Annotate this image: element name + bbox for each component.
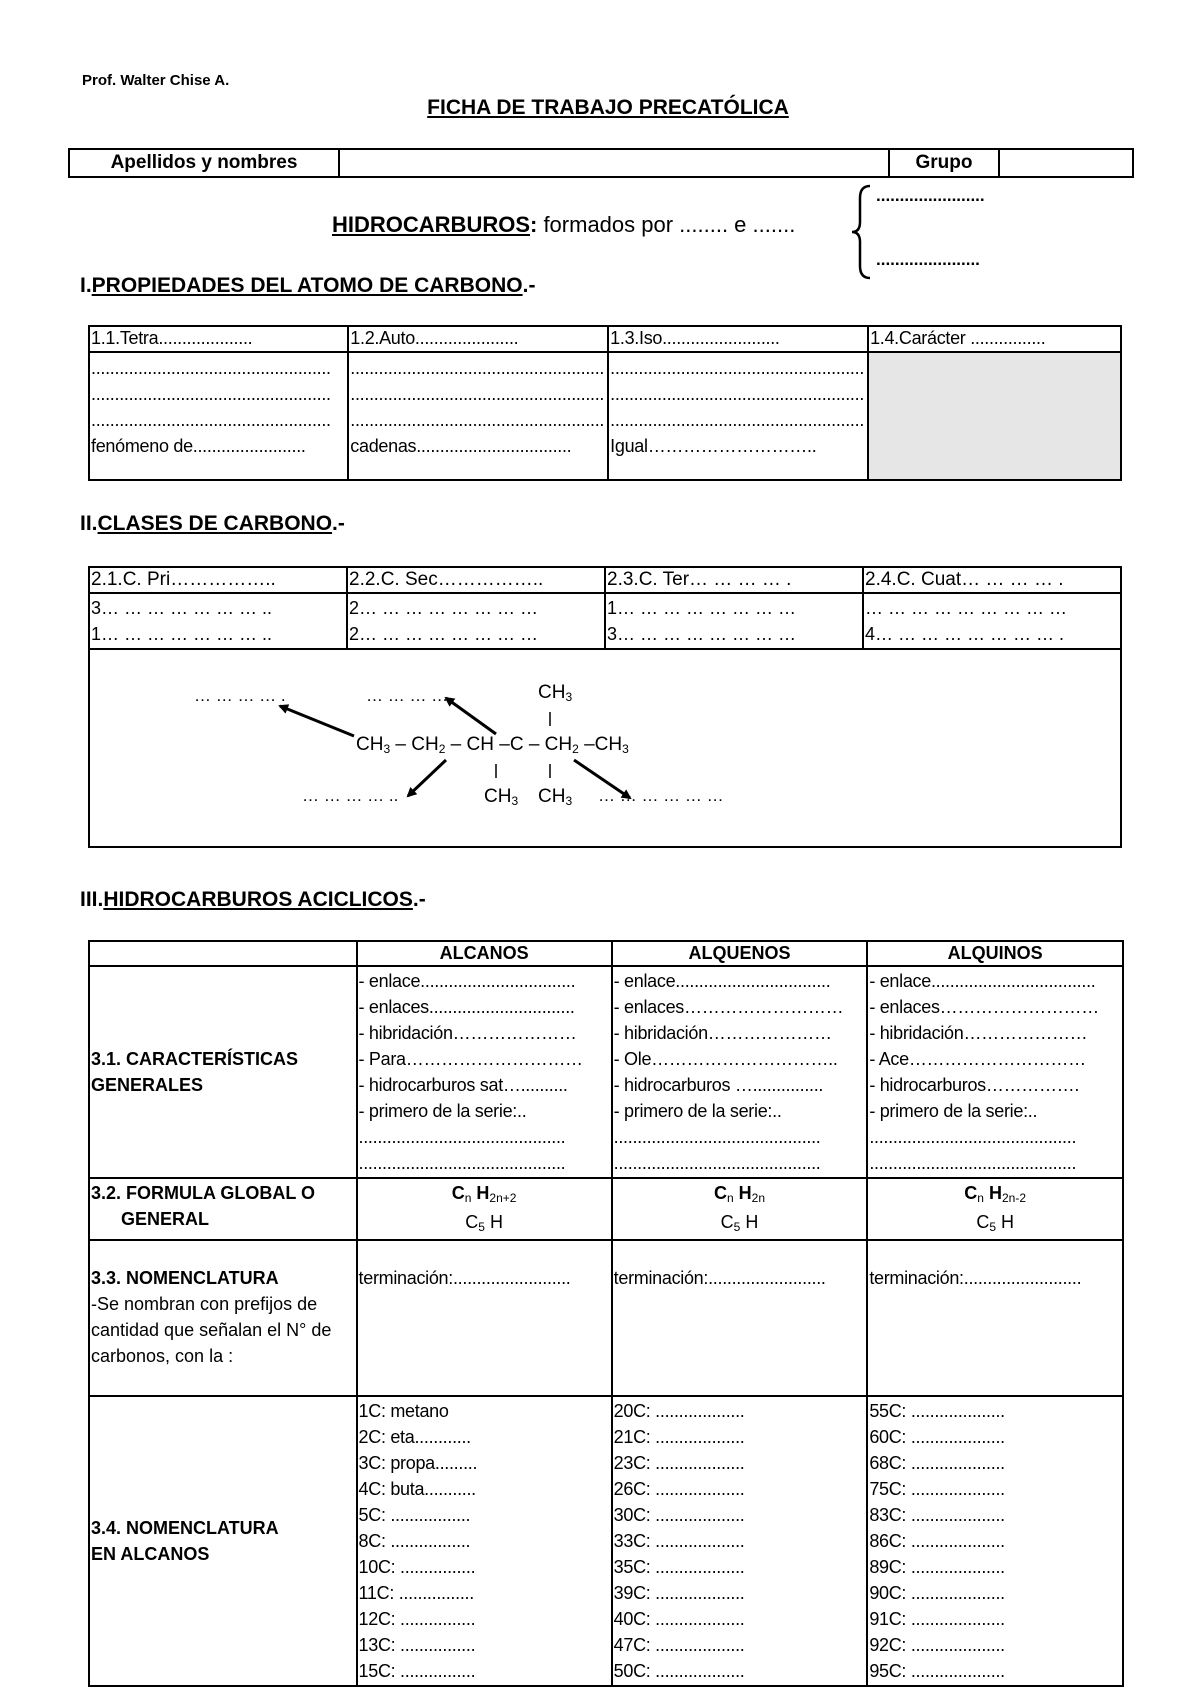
alkane-name-line: 2C: eta............ — [358, 1427, 471, 1447]
equal-line: Igual……………………….. — [610, 436, 817, 456]
blank-line: ................................................... — [91, 358, 331, 378]
example-sub: 5 — [989, 1220, 996, 1234]
blank-line: ............................................ — [358, 1127, 566, 1147]
section1-suffix: .- — [522, 274, 536, 297]
blank-line: - hidrocarburos……………. — [869, 1075, 1080, 1095]
alkane-name-line: 3C: propa......... — [358, 1453, 478, 1473]
alkane-names-col2 — [612, 1396, 868, 1686]
row1-label-line: GENERALES — [91, 1075, 204, 1095]
alkane-name-line: 33C: ................... — [613, 1531, 745, 1551]
alquenos-characteristics — [612, 966, 868, 1178]
hydrocarbons-phrase: formados por ........ e ....... — [537, 212, 796, 237]
header-alquenos: ALQUENOS — [612, 941, 868, 966]
blank-line: - enlace................................... — [869, 971, 1096, 991]
formula-sub: 2n — [751, 1191, 765, 1205]
blank-line: ................................................... — [91, 384, 331, 404]
alkane-name-line: 12C: ................ — [358, 1609, 476, 1629]
brace-top-blank: ....................... — [876, 186, 985, 205]
alkane-names-col3 — [867, 1396, 1123, 1686]
alkane-name-line: 30C: ................... — [613, 1505, 745, 1525]
bottom-methyl-b-label: CH — [538, 786, 566, 807]
class-header-secondary: 2.2.C. Sec…………….. — [347, 567, 605, 593]
acyclic-hydrocarbons-table — [88, 940, 1124, 1687]
alkane-name-line: 10C: ................ — [358, 1557, 476, 1577]
alkane-name-line: 11C: ................ — [358, 1583, 474, 1603]
blank-line: - hidrocarburos sat….......... — [358, 1075, 568, 1095]
ending-line: terminación:......................... — [613, 1268, 826, 1288]
blank-line: - primero de la serie:.. — [613, 1101, 782, 1121]
formula-h: H — [983, 1183, 1002, 1203]
alkane-name-line: 91C: .................... — [869, 1609, 1005, 1629]
arrow-icon — [574, 760, 630, 798]
alquenos-ending — [612, 1240, 868, 1396]
blank-line: 1… … … … … … … … — [607, 598, 797, 618]
example-c: C — [465, 1212, 479, 1232]
alquinos-formula — [867, 1178, 1123, 1240]
group-label: Grupo — [889, 149, 999, 177]
formula-sub: 2n+2 — [489, 1191, 517, 1205]
top-methyl-label: CH — [538, 682, 566, 703]
class-header-quaternary: 2.4.C. Cuat… … … … . — [863, 567, 1121, 593]
alkane-name-line: 47C: ................... — [613, 1635, 745, 1655]
ending-line: terminación:......................... — [869, 1268, 1082, 1288]
section2-suffix: .- — [332, 512, 345, 535]
alkane-name-line: 95C: .................... — [869, 1661, 1005, 1681]
name-label: Apellidos y nombres — [69, 149, 339, 177]
alkane-name-line: 4C: buta........... — [358, 1479, 476, 1499]
structure-blank-4: … … … … … … — [598, 786, 724, 805]
structure-blank-3: … … … … .. — [302, 786, 399, 805]
alkane-name-line: 75C: .................... — [869, 1479, 1005, 1499]
section2-number: II. — [80, 512, 98, 535]
structure-blank-1: … … … … . — [194, 686, 286, 705]
row1-label-line: 3.1. CARACTERÍSTICAS — [91, 1049, 299, 1069]
blank-line: ...................................................... — [350, 384, 605, 404]
blank-line: - enlace................................. — [613, 971, 831, 991]
formula-sub: n — [977, 1191, 984, 1205]
alkane-name-line: 13C: ................ — [358, 1635, 476, 1655]
alkane-name-line: 60C: .................... — [869, 1427, 1005, 1447]
arrow-icon — [408, 760, 446, 796]
blank-line: 1… … … … … … … .. — [91, 624, 273, 644]
example-sub: 5 — [733, 1220, 741, 1234]
blank-line: 3… … … … … … … .. — [91, 598, 273, 618]
blank-line: - hidrocarburos …............... — [613, 1075, 824, 1095]
blank-line: - hibridación………………… — [358, 1023, 577, 1043]
row3-label-title: 3.3. NOMENCLATURA — [91, 1268, 279, 1288]
chains-line: cadenas................................. — [350, 436, 572, 456]
blank-line: - enlaces……………………… — [613, 997, 844, 1017]
formula-c: C — [964, 1183, 978, 1203]
alkane-name-line: 35C: ................... — [613, 1557, 745, 1577]
prop-header-caracter: 1.4.Carácter ................ — [868, 326, 1121, 352]
blank-line: - hibridación………………… — [613, 1023, 832, 1043]
blank-line: ...................................................... — [350, 358, 605, 378]
blank-line: - Ole………………………….. — [613, 1049, 838, 1069]
author-name: Prof. Walter Chise A. — [82, 72, 230, 89]
blank-line: ............................................ — [869, 1153, 1077, 1173]
formula-h: H — [471, 1183, 490, 1203]
blank-line: ............................................ — [358, 1153, 566, 1173]
alkane-name-line: 21C: ................... — [613, 1427, 745, 1447]
ending-line: terminación:......................... — [358, 1268, 571, 1288]
alkane-name-line: 90C: .................... — [869, 1583, 1005, 1603]
blank-line: - enlaces............................... — [358, 997, 575, 1017]
brace-bottom-blank: ...................... — [876, 250, 980, 269]
section3-number: III. — [80, 888, 104, 911]
alkane-name-line: 26C: ................... — [613, 1479, 745, 1499]
blank-line: - primero de la serie:.. — [358, 1101, 527, 1121]
blank-line: ............................................ — [869, 1127, 1077, 1147]
row4-label-line: 3.4. NOMENCLATURA — [91, 1518, 279, 1538]
blank-line: … … … … … … … … … — [865, 598, 1068, 618]
example-h: H — [484, 1212, 503, 1232]
arrow-icon — [280, 706, 354, 736]
formula-c: C — [713, 1183, 727, 1203]
blank-line: 3… … … … … … … … — [607, 624, 797, 644]
alcanos-ending — [357, 1240, 612, 1396]
prop-header-iso: 1.3.Iso......................... — [608, 326, 868, 352]
prop-header-tetra: 1.1.Tetra.................... — [89, 326, 348, 352]
blank-line: 2… … … … … … … … — [349, 598, 539, 618]
blank-line: - Para………………………… — [358, 1049, 583, 1069]
subscript: 3 — [565, 794, 573, 808]
formula-sub: 2n-2 — [1001, 1191, 1027, 1205]
row1-label — [89, 966, 357, 1178]
subscript: 3 — [565, 690, 573, 704]
blank-line: 4… … … … … … … … . — [865, 624, 1065, 644]
blank-line: - hibridación………………… — [869, 1023, 1088, 1043]
alcanos-formula — [357, 1178, 612, 1240]
alkane-names-col1 — [357, 1396, 612, 1686]
alcanos-characteristics — [357, 966, 612, 1178]
blank-line: - enlaces……………………… — [869, 997, 1099, 1017]
row4-label — [89, 1396, 357, 1686]
header-blank-cell — [89, 941, 357, 966]
row2-label — [89, 1178, 357, 1240]
example-h: H — [740, 1212, 759, 1232]
section3-suffix: .- — [412, 888, 426, 911]
alkane-name-line: 8C: ................. — [358, 1531, 471, 1551]
section3-title: HIDROCARBUROS ACICLICOS — [103, 888, 413, 911]
formula-h: H — [733, 1183, 752, 1203]
section1-title: PROPIEDADES DEL ATOMO DE CARBONO — [91, 274, 523, 297]
blank-line: ............................................ — [613, 1127, 821, 1147]
formula-c: C — [451, 1183, 465, 1203]
alkane-name-line: 55C: .................... — [869, 1401, 1005, 1421]
page-title: FICHA DE TRABAJO PRECATÓLICA — [427, 96, 789, 119]
colon: : — [530, 212, 538, 237]
row2-label-line: 3.2. FORMULA GLOBAL O — [91, 1183, 316, 1203]
example-c: C — [976, 1212, 990, 1232]
row3-label — [89, 1240, 357, 1396]
header-alcanos: ALCANOS — [357, 941, 612, 966]
alkane-name-line: 40C: ................... — [613, 1609, 745, 1629]
alquenos-formula — [612, 1178, 868, 1240]
section2-title: CLASES DE CARBONO — [97, 512, 333, 535]
alkane-name-line: 20C: ................... — [613, 1401, 745, 1421]
row2-label-line: GENERAL — [121, 1209, 210, 1229]
subscript: 3 — [511, 794, 519, 808]
blank-line: - enlace................................. — [358, 971, 576, 991]
prop-header-auto: 1.2.Auto...................... — [348, 326, 608, 352]
alkane-name-line: 5C: ................. — [358, 1505, 471, 1525]
main-chain: $CH_3 - CH_2$ – CH $-C - CH_2$ $-CH_3$ — [356, 734, 629, 756]
alkane-name-line: 15C: ................ — [358, 1661, 476, 1681]
blank-line: ...................................................... — [610, 384, 865, 404]
structure-blank-2: … … … … — [366, 686, 449, 705]
blank-line: 2… … … … … … … … — [349, 624, 539, 644]
row3-label-line: cantidad que señalan el N° de — [91, 1320, 332, 1340]
example-c: C — [720, 1212, 734, 1232]
blank-line: ............................................ — [613, 1153, 821, 1173]
class-header-primary: 2.1.C. Pri…………….. — [89, 567, 347, 593]
alquinos-ending — [867, 1240, 1123, 1396]
alkane-name-line: 86C: .................... — [869, 1531, 1005, 1551]
hydrocarbons-term: HIDROCARBUROS — [332, 212, 530, 237]
bottom-methyl-a-label: CH — [484, 786, 512, 807]
row4-label-line: EN ALCANOS — [91, 1544, 210, 1564]
example-sub: 5 — [478, 1220, 485, 1234]
blank-line: ................................................... — [91, 410, 331, 430]
alkane-name-line: 68C: .................... — [869, 1453, 1005, 1473]
blank-line: - primero de la serie:.. — [869, 1101, 1038, 1121]
alkane-name-line: 92C: .................... — [869, 1635, 1005, 1655]
blank-line: - Ace………………………… — [869, 1049, 1086, 1069]
row3-label-line: carbonos, con la : — [91, 1346, 234, 1366]
alkane-name-line: 23C: ................... — [613, 1453, 745, 1473]
arrow-icon — [446, 698, 496, 734]
alkane-name-line: 83C: .................... — [869, 1505, 1005, 1525]
formula-sub: n — [726, 1191, 734, 1205]
blank-line: ...................................................... — [610, 358, 865, 378]
alkane-name-line: 1C: metano — [358, 1401, 449, 1421]
row3-label-line: -Se nombran con prefijos de — [91, 1294, 318, 1314]
section1-number: I. — [80, 274, 92, 297]
blank-line: ...................................................... — [350, 410, 605, 430]
class-header-tertiary: 2.3.C. Ter… … … … . — [605, 567, 863, 593]
example-h: H — [996, 1212, 1014, 1232]
alkane-name-line: 50C: ................... — [613, 1661, 745, 1681]
section3-heading — [80, 888, 426, 912]
alkane-name-line: 39C: ................... — [613, 1583, 745, 1603]
alkane-name-line: 89C: .................... — [869, 1557, 1005, 1577]
blank-line: ...................................................... — [610, 410, 865, 430]
header-alquinos: ALQUINOS — [867, 941, 1123, 966]
formula-sub: n — [464, 1191, 472, 1205]
alquinos-characteristics — [867, 966, 1123, 1178]
phenomenon-line: fenómeno de........................ — [91, 436, 306, 456]
